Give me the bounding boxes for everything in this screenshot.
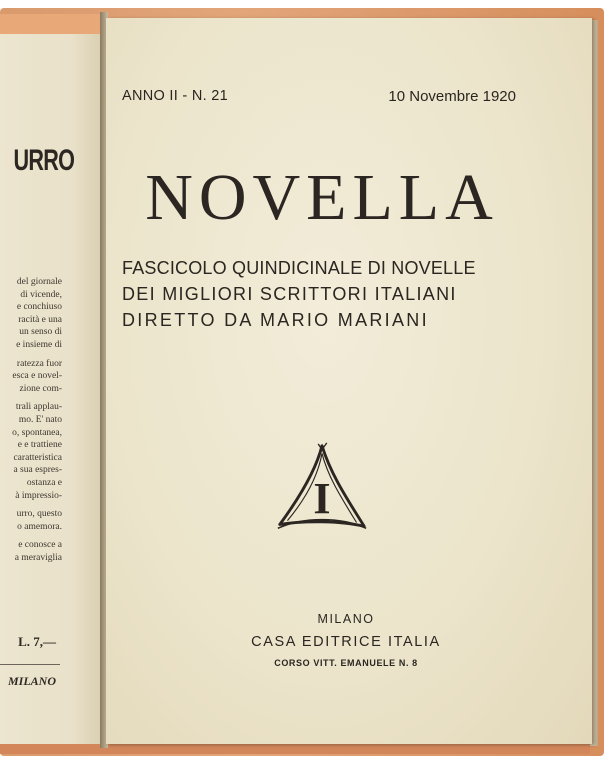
- left-page-line: a meraviglia: [14, 552, 62, 563]
- subtitle-line: FASCICOLO QUINDICINALE DI NOVELLE: [122, 258, 476, 278]
- left-page-line: un senso di: [19, 327, 62, 338]
- left-page-line: e conchiuso: [16, 302, 62, 313]
- left-page-line: zione com-: [19, 383, 62, 394]
- previous-cover-page: [0, 14, 102, 744]
- left-page-line: del giornale: [16, 277, 62, 287]
- publisher-address: CORSO VITT. EMANUELE N. 8: [274, 658, 418, 668]
- issue-number: ANNO II - N. 21: [122, 88, 229, 104]
- left-page-line: ratezza fuor: [16, 358, 62, 369]
- issue-date: 10 Novembre 1920: [388, 88, 516, 105]
- publisher-city: MILANO: [317, 612, 375, 626]
- left-page-line: ostanza e: [26, 477, 62, 488]
- left-page-line: e insieme di: [16, 339, 62, 350]
- left-page-title: URRO: [13, 144, 75, 177]
- left-page-line: o amemora.: [17, 521, 62, 532]
- left-page-line: di vicende,: [20, 289, 62, 300]
- magazine-cover: [106, 18, 592, 744]
- left-page-line: a sua espres-: [13, 465, 62, 476]
- magazine-title: NOVELLA: [145, 161, 499, 234]
- publisher-name: CASA EDITRICE ITALIA: [251, 634, 441, 650]
- left-page-price: L. 7,—: [18, 634, 56, 649]
- left-page-top-band: [0, 14, 102, 34]
- left-page-line: mo. E' nato: [18, 414, 62, 425]
- left-page-city: MILANO: [7, 674, 56, 688]
- left-page-line: trali applau-: [15, 402, 62, 413]
- left-page-rule: [0, 664, 60, 665]
- left-page-line: racità e una: [18, 314, 62, 325]
- left-page-line: à impressio-: [15, 490, 62, 501]
- left-page-text-block: [0, 276, 62, 564]
- left-page-line: caratteristica: [13, 452, 62, 463]
- emblem-numeral: I: [313, 473, 331, 523]
- left-page-line: esca e novel-: [12, 371, 62, 382]
- subtitle-line: DIRETTO DA MARIO MARIANI: [122, 310, 429, 330]
- left-page-line: urro, questo: [16, 509, 62, 520]
- subtitle-line: DEI MIGLIORI SCRITTORI ITALIANI: [122, 284, 457, 304]
- left-page-line: e e trattiene: [17, 440, 62, 451]
- triangle-emblem-icon: [274, 440, 370, 536]
- left-page-line: e conosce a: [18, 540, 62, 551]
- left-page-line: o, spontanea,: [12, 427, 62, 438]
